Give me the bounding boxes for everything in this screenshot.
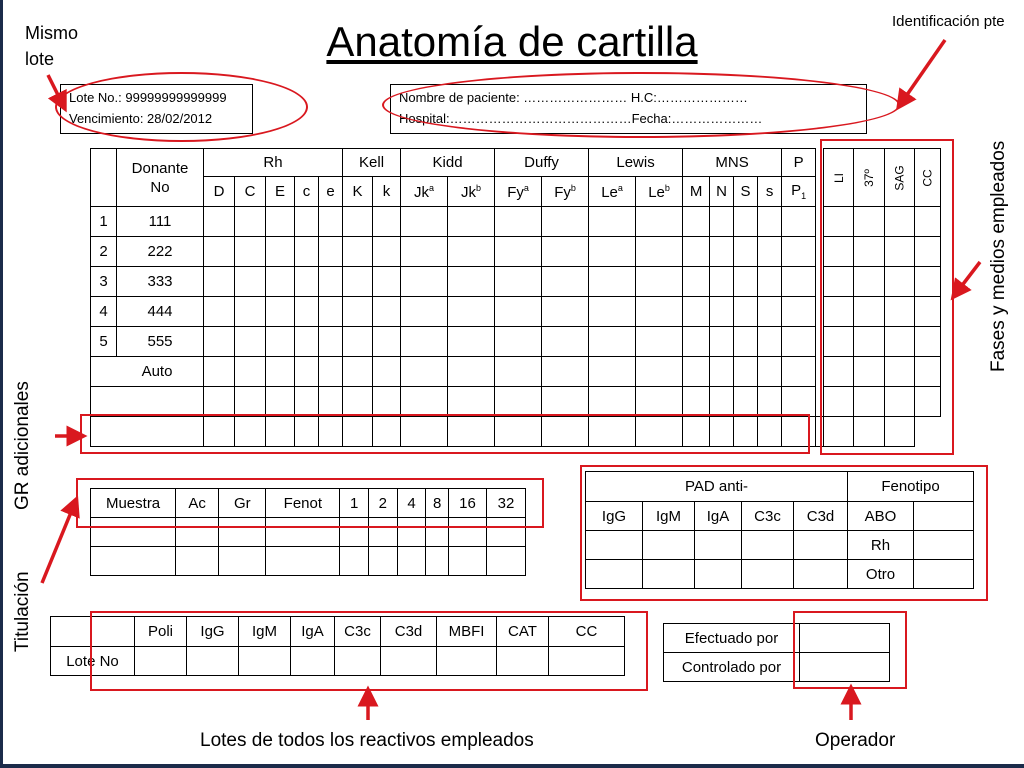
- group-header-kidd: Kidd: [401, 149, 495, 177]
- titulacion-header: Gr: [219, 489, 266, 518]
- antigen-header: Le$^a$: [589, 177, 636, 207]
- reactivo-header: Poli: [135, 617, 187, 647]
- fenotipo-label: Otro: [848, 560, 914, 589]
- antigen-header: Fy$^a$: [495, 177, 542, 207]
- donor-number: 444: [117, 297, 204, 327]
- pad-col-header: IgM: [643, 502, 695, 531]
- antigen-header: K: [343, 177, 373, 207]
- pad-col-header: C3c: [742, 502, 794, 531]
- titulacion-header: 2: [368, 489, 397, 518]
- antigen-header: e: [319, 177, 343, 207]
- hospital-line: Hospital:……………………………………Fecha:…………………: [399, 111, 763, 126]
- donor-number: 555: [117, 327, 204, 357]
- titulacion-header: Ac: [176, 489, 219, 518]
- antigen-header: D: [204, 177, 235, 207]
- arrow-identificacion: [902, 40, 945, 102]
- vencimiento-date: Vencimiento: 28/02/2012: [69, 111, 213, 126]
- group-header-kell: Kell: [343, 149, 401, 177]
- group-header-duffy: Duffy: [495, 149, 589, 177]
- antigen-header: k: [373, 177, 401, 207]
- antigen-header: M: [683, 177, 710, 207]
- pad-col-header: C3d: [794, 502, 848, 531]
- donante-header: Donante No: [117, 149, 204, 207]
- reactivo-header: CC: [549, 617, 625, 647]
- donor-number: 222: [117, 237, 204, 267]
- antigen-header: E: [266, 177, 295, 207]
- annotation-gr-adicionales: GR adicionales: [12, 381, 33, 510]
- titulacion-header: Fenot: [266, 489, 340, 518]
- arrow-titulacion: [42, 505, 74, 583]
- titulacion-header: 32: [486, 489, 525, 518]
- antigen-header: Le$^b$: [636, 177, 683, 207]
- reactivo-header: IgA: [291, 617, 335, 647]
- titulacion-header: 1: [340, 489, 369, 518]
- antigen-header: N: [710, 177, 734, 207]
- annotation-identificacion: Identificación pte: [892, 13, 1005, 30]
- operador-label: Controlado por: [664, 653, 800, 682]
- annotation-titulacion: Titulación: [12, 571, 33, 652]
- antigen-sup: a: [523, 182, 529, 193]
- pad-col-header: IgA: [695, 502, 742, 531]
- donor-number: 111: [117, 207, 204, 237]
- reactivo-header: C3d: [381, 617, 437, 647]
- donor-index: 4: [91, 297, 117, 327]
- reactivo-header: C3c: [335, 617, 381, 647]
- annotation-mismo-lote: Mismo lote: [25, 23, 78, 69]
- fenotipo-label: ABO: [848, 502, 914, 531]
- antigen-header: Fy$^b$: [542, 177, 589, 207]
- titulacion-header: 4: [397, 489, 426, 518]
- reactivo-header: MBFI: [437, 617, 497, 647]
- antigen-header: Jk$^a$: [401, 177, 448, 207]
- antigen-header: s: [758, 177, 782, 207]
- lote-number: Lote No.: 99999999999999: [69, 90, 227, 105]
- annotation-fases: Fases y medios empleados: [988, 140, 1009, 372]
- annotation-lotes-reactivos: Lotes de todos los reactivos empleados: [200, 730, 534, 751]
- antigen-header: $P_1$: [782, 177, 816, 207]
- titulacion-header: 8: [426, 489, 449, 518]
- lote-no-label: Lote No: [51, 647, 135, 676]
- reactivo-header: IgG: [187, 617, 239, 647]
- donor-index: 5: [91, 327, 117, 357]
- phase-label: LI: [831, 172, 846, 184]
- antigen-header: c: [295, 177, 319, 207]
- fenotipo-header: Fenotipo: [848, 472, 974, 502]
- antigen-sub: 1: [801, 191, 807, 201]
- operador-label: Efectuado por: [664, 624, 800, 653]
- page-title: Anatomía de cartilla: [326, 18, 698, 65]
- pad-anti-header: PAD anti-: [586, 472, 848, 502]
- donor-index: 3: [91, 267, 117, 297]
- reactivo-header: CAT: [497, 617, 549, 647]
- fenotipo-label: Rh: [848, 531, 914, 560]
- phase-label: CC: [920, 169, 935, 187]
- donor-index: 2: [91, 237, 117, 267]
- antigen-header: C: [235, 177, 266, 207]
- titulacion-header: 16: [448, 489, 486, 518]
- phase-label: 37º: [862, 169, 877, 187]
- group-header-rh: Rh: [204, 149, 343, 177]
- arrow-fases: [957, 262, 980, 292]
- donor-index: 1: [91, 207, 117, 237]
- antigen-sup: b: [476, 182, 482, 193]
- titulacion-header: Muestra: [91, 489, 176, 518]
- reactivo-header: IgM: [239, 617, 291, 647]
- annotation-operador: Operador: [815, 730, 896, 751]
- antigen-sup: a: [429, 182, 435, 193]
- auto-label: Auto: [91, 357, 204, 387]
- group-header-p: P: [782, 149, 816, 177]
- phase-label: SAG: [892, 165, 907, 191]
- antigen-sup: b: [570, 182, 576, 193]
- patient-name-line: Nombre de paciente: …………………… H.C:…………………: [399, 90, 748, 105]
- group-header-mns: MNS: [683, 149, 782, 177]
- arrow-mismo-lote: [48, 75, 62, 103]
- antigen-sup: a: [617, 182, 623, 193]
- donor-number: 333: [117, 267, 204, 297]
- antigen-header: S: [734, 177, 758, 207]
- antigen-sup: b: [664, 182, 670, 193]
- group-header-lewis: Lewis: [589, 149, 683, 177]
- pad-col-header: IgG: [586, 502, 643, 531]
- antigen-header: Jk$^b$: [448, 177, 495, 207]
